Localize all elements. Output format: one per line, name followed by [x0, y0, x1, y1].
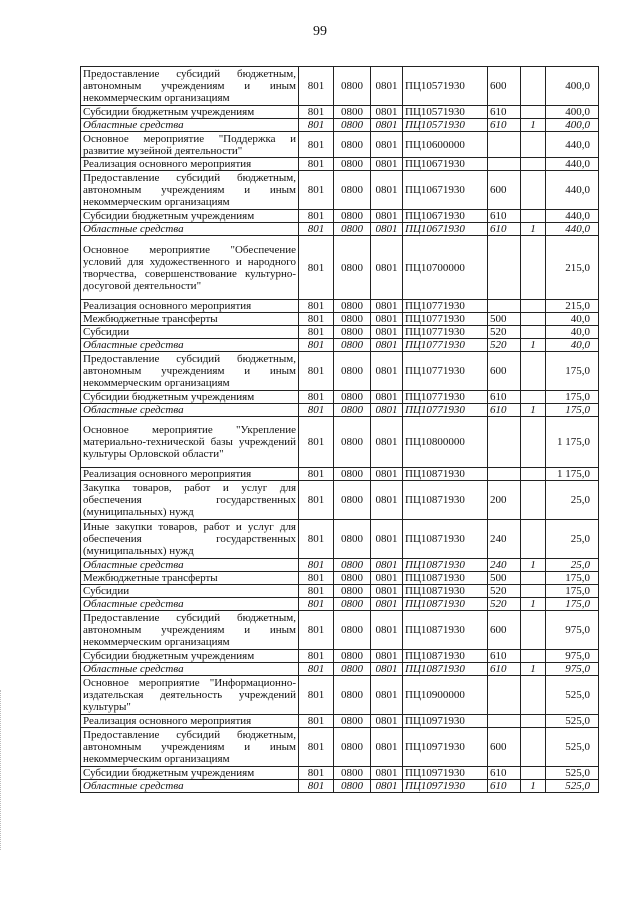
row-grbs-code: 801	[299, 559, 334, 572]
row-subsection-code: 0801	[371, 236, 403, 300]
row-expense-type: 610	[488, 767, 521, 780]
row-expense-type: 610	[488, 223, 521, 236]
row-funding-source	[521, 728, 546, 767]
row-section-code: 0800	[334, 585, 371, 598]
row-amount: 25,0	[546, 520, 599, 559]
row-name: Основное мероприятие "Поддержка и развитие музейной деятельности"	[81, 132, 299, 158]
row-amount: 40,0	[546, 326, 599, 339]
table-row	[81, 313, 599, 326]
row-name: Областные средства	[81, 339, 299, 352]
row-name: Предоставление субсидий бюджетным, автономным учреждениям и иным некоммерческим организациям	[81, 728, 299, 767]
row-subsection-code: 0801	[371, 171, 403, 210]
row-grbs-code: 801	[299, 676, 334, 715]
row-section-code: 0800	[334, 663, 371, 676]
row-amount: 525,0	[546, 715, 599, 728]
row-grbs-code: 801	[299, 158, 334, 171]
row-subsection-code: 0801	[371, 352, 403, 391]
row-funding-source	[521, 611, 546, 650]
row-grbs-code: 801	[299, 481, 334, 520]
row-section-code: 0800	[334, 210, 371, 223]
row-amount: 175,0	[546, 352, 599, 391]
table-row	[81, 158, 599, 171]
row-section-code: 0800	[334, 158, 371, 171]
row-grbs-code: 801	[299, 391, 334, 404]
row-subsection-code: 0801	[371, 598, 403, 611]
table-row	[81, 171, 599, 210]
table-row	[81, 391, 599, 404]
row-subsection-code: 0801	[371, 132, 403, 158]
row-target-article: ПЦ10671930	[403, 158, 488, 171]
row-name: Субсидии бюджетным учреждениям	[81, 106, 299, 119]
row-funding-source	[521, 468, 546, 481]
table-row	[81, 585, 599, 598]
row-target-article: ПЦ10871930	[403, 611, 488, 650]
row-name: Основное мероприятие "Укрепление материально-технической базы учреждений культуры Орловской области"	[81, 417, 299, 468]
row-funding-source: 1	[521, 119, 546, 132]
row-name: Предоставление субсидий бюджетным, автономным учреждениям и иным некоммерческим организациям	[81, 352, 299, 391]
row-funding-source	[521, 767, 546, 780]
row-funding-source	[521, 715, 546, 728]
row-target-article: ПЦ10571930	[403, 106, 488, 119]
row-expense-type: 610	[488, 663, 521, 676]
row-funding-source	[521, 650, 546, 663]
row-grbs-code: 801	[299, 119, 334, 132]
row-name: Областные средства	[81, 780, 299, 793]
row-subsection-code: 0801	[371, 780, 403, 793]
row-amount: 440,0	[546, 210, 599, 223]
row-grbs-code: 801	[299, 352, 334, 391]
row-subsection-code: 0801	[371, 715, 403, 728]
row-name: Основное мероприятие "Информационно-издательская деятельность учреждений культуры"	[81, 676, 299, 715]
row-funding-source	[521, 417, 546, 468]
row-subsection-code: 0801	[371, 481, 403, 520]
row-amount: 215,0	[546, 300, 599, 313]
row-section-code: 0800	[334, 650, 371, 663]
row-name: Субсидии бюджетным учреждениям	[81, 767, 299, 780]
row-name: Областные средства	[81, 404, 299, 417]
row-section-code: 0800	[334, 417, 371, 468]
table-row	[81, 468, 599, 481]
row-section-code: 0800	[334, 676, 371, 715]
table-row	[81, 650, 599, 663]
row-expense-type	[488, 676, 521, 715]
row-expense-type: 610	[488, 780, 521, 793]
row-subsection-code: 0801	[371, 391, 403, 404]
row-expense-type	[488, 158, 521, 171]
row-section-code: 0800	[334, 67, 371, 106]
row-expense-type: 600	[488, 67, 521, 106]
row-grbs-code: 801	[299, 572, 334, 585]
row-amount: 440,0	[546, 223, 599, 236]
row-expense-type	[488, 300, 521, 313]
row-grbs-code: 801	[299, 132, 334, 158]
row-target-article: ПЦ10971930	[403, 780, 488, 793]
row-expense-type: 520	[488, 585, 521, 598]
row-subsection-code: 0801	[371, 572, 403, 585]
table-row	[81, 572, 599, 585]
row-target-article: ПЦ10571930	[403, 119, 488, 132]
row-target-article: ПЦ10671930	[403, 223, 488, 236]
row-expense-type: 610	[488, 391, 521, 404]
table-row	[81, 106, 599, 119]
table-row	[81, 481, 599, 520]
row-section-code: 0800	[334, 481, 371, 520]
row-section-code: 0800	[334, 520, 371, 559]
row-target-article: ПЦ10571930	[403, 67, 488, 106]
row-name: Областные средства	[81, 598, 299, 611]
row-name: Предоставление субсидий бюджетным, автономным учреждениям и иным некоммерческим организациям	[81, 171, 299, 210]
row-subsection-code: 0801	[371, 67, 403, 106]
row-funding-source	[521, 585, 546, 598]
row-grbs-code: 801	[299, 767, 334, 780]
table-row	[81, 326, 599, 339]
row-subsection-code: 0801	[371, 106, 403, 119]
row-name: Областные средства	[81, 119, 299, 132]
table-row	[81, 728, 599, 767]
row-funding-source	[521, 158, 546, 171]
table-row	[81, 119, 599, 132]
row-target-article: ПЦ10771930	[403, 404, 488, 417]
row-name: Реализация основного мероприятия	[81, 300, 299, 313]
table-row	[81, 520, 599, 559]
row-expense-type: 500	[488, 572, 521, 585]
row-name: Предоставление субсидий бюджетным, автономным учреждениям и иным некоммерческим организациям	[81, 67, 299, 106]
row-funding-source	[521, 391, 546, 404]
row-name: Закупка товаров, работ и услуг для обеспечения государственных (муниципальных) нужд	[81, 481, 299, 520]
row-section-code: 0800	[334, 171, 371, 210]
row-amount: 175,0	[546, 391, 599, 404]
row-section-code: 0800	[334, 313, 371, 326]
row-target-article: ПЦ10671930	[403, 171, 488, 210]
row-expense-type: 600	[488, 611, 521, 650]
row-funding-source: 1	[521, 223, 546, 236]
table-row	[81, 352, 599, 391]
row-section-code: 0800	[334, 598, 371, 611]
row-subsection-code: 0801	[371, 676, 403, 715]
binding-margin-mark	[0, 690, 2, 850]
row-expense-type: 600	[488, 171, 521, 210]
table-row	[81, 598, 599, 611]
row-expense-type: 610	[488, 210, 521, 223]
row-section-code: 0800	[334, 352, 371, 391]
row-grbs-code: 801	[299, 663, 334, 676]
row-name: Реализация основного мероприятия	[81, 468, 299, 481]
row-grbs-code: 801	[299, 715, 334, 728]
row-name: Субсидии	[81, 326, 299, 339]
row-target-article: ПЦ10771930	[403, 326, 488, 339]
row-grbs-code: 801	[299, 611, 334, 650]
table-row	[81, 339, 599, 352]
table-row	[81, 767, 599, 780]
row-name: Областные средства	[81, 663, 299, 676]
row-amount: 400,0	[546, 67, 599, 106]
row-target-article: ПЦ10871930	[403, 559, 488, 572]
row-subsection-code: 0801	[371, 417, 403, 468]
row-expense-type: 240	[488, 520, 521, 559]
row-expense-type: 610	[488, 404, 521, 417]
row-section-code: 0800	[334, 119, 371, 132]
row-subsection-code: 0801	[371, 223, 403, 236]
row-amount: 440,0	[546, 158, 599, 171]
row-expense-type: 200	[488, 481, 521, 520]
table-row	[81, 663, 599, 676]
row-amount: 525,0	[546, 728, 599, 767]
row-section-code: 0800	[334, 106, 371, 119]
row-expense-type	[488, 468, 521, 481]
row-section-code: 0800	[334, 326, 371, 339]
row-name: Субсидии бюджетным учреждениям	[81, 391, 299, 404]
row-expense-type	[488, 715, 521, 728]
row-target-article: ПЦ10871930	[403, 520, 488, 559]
row-target-article: ПЦ10771930	[403, 352, 488, 391]
row-amount: 175,0	[546, 404, 599, 417]
row-grbs-code: 801	[299, 300, 334, 313]
row-amount: 440,0	[546, 132, 599, 158]
row-subsection-code: 0801	[371, 158, 403, 171]
row-grbs-code: 801	[299, 417, 334, 468]
row-name: Субсидии бюджетным учреждениям	[81, 650, 299, 663]
row-section-code: 0800	[334, 391, 371, 404]
row-amount: 975,0	[546, 650, 599, 663]
row-grbs-code: 801	[299, 236, 334, 300]
row-funding-source: 1	[521, 559, 546, 572]
row-section-code: 0800	[334, 611, 371, 650]
row-grbs-code: 801	[299, 468, 334, 481]
row-grbs-code: 801	[299, 171, 334, 210]
row-target-article: ПЦ10771930	[403, 391, 488, 404]
row-subsection-code: 0801	[371, 468, 403, 481]
table-row	[81, 676, 599, 715]
row-grbs-code: 801	[299, 520, 334, 559]
row-grbs-code: 801	[299, 650, 334, 663]
row-grbs-code: 801	[299, 67, 334, 106]
row-section-code: 0800	[334, 132, 371, 158]
row-funding-source	[521, 210, 546, 223]
row-target-article: ПЦ10771930	[403, 313, 488, 326]
row-name: Предоставление субсидий бюджетным, автономным учреждениям и иным некоммерческим организациям	[81, 611, 299, 650]
row-target-article: ПЦ10971930	[403, 728, 488, 767]
row-target-article: ПЦ10771930	[403, 339, 488, 352]
row-amount: 400,0	[546, 106, 599, 119]
table-row	[81, 223, 599, 236]
budget-table	[80, 66, 599, 793]
row-funding-source: 1	[521, 780, 546, 793]
table-row	[81, 67, 599, 106]
row-target-article: ПЦ10871930	[403, 585, 488, 598]
row-target-article: ПЦ10871930	[403, 572, 488, 585]
row-expense-type: 520	[488, 326, 521, 339]
row-expense-type	[488, 132, 521, 158]
row-funding-source: 1	[521, 663, 546, 676]
row-subsection-code: 0801	[371, 559, 403, 572]
row-funding-source	[521, 132, 546, 158]
row-funding-source	[521, 326, 546, 339]
row-amount: 525,0	[546, 780, 599, 793]
row-section-code: 0800	[334, 780, 371, 793]
row-name: Областные средства	[81, 223, 299, 236]
row-name: Основное мероприятие "Обеспечение условий для художественного и народного творчества, совершенствование культурно-досуговой деятельности"	[81, 236, 299, 300]
row-subsection-code: 0801	[371, 300, 403, 313]
page-number: 99	[313, 24, 327, 39]
row-funding-source	[521, 106, 546, 119]
row-amount: 975,0	[546, 611, 599, 650]
row-expense-type: 610	[488, 119, 521, 132]
row-section-code: 0800	[334, 468, 371, 481]
row-expense-type: 600	[488, 728, 521, 767]
row-section-code: 0800	[334, 223, 371, 236]
row-subsection-code: 0801	[371, 728, 403, 767]
row-amount: 40,0	[546, 313, 599, 326]
row-subsection-code: 0801	[371, 313, 403, 326]
table-row	[81, 236, 599, 300]
budget-table-body	[81, 67, 599, 793]
row-expense-type	[488, 417, 521, 468]
row-amount: 175,0	[546, 585, 599, 598]
row-subsection-code: 0801	[371, 767, 403, 780]
row-name: Реализация основного мероприятия	[81, 158, 299, 171]
row-subsection-code: 0801	[371, 611, 403, 650]
row-name: Иные закупки товаров, работ и услуг для обеспечения государственных (муниципальных) нужд	[81, 520, 299, 559]
row-subsection-code: 0801	[371, 326, 403, 339]
row-grbs-code: 801	[299, 404, 334, 417]
row-grbs-code: 801	[299, 313, 334, 326]
row-grbs-code: 801	[299, 780, 334, 793]
row-section-code: 0800	[334, 559, 371, 572]
row-funding-source	[521, 171, 546, 210]
row-amount: 175,0	[546, 598, 599, 611]
row-subsection-code: 0801	[371, 585, 403, 598]
row-funding-source: 1	[521, 339, 546, 352]
table-row	[81, 300, 599, 313]
row-funding-source	[521, 676, 546, 715]
table-row	[81, 132, 599, 158]
row-amount: 975,0	[546, 663, 599, 676]
row-name: Реализация основного мероприятия	[81, 715, 299, 728]
row-name: Субсидии бюджетным учреждениям	[81, 210, 299, 223]
table-row	[81, 210, 599, 223]
row-section-code: 0800	[334, 728, 371, 767]
row-amount: 175,0	[546, 572, 599, 585]
row-amount: 1 175,0	[546, 417, 599, 468]
row-funding-source: 1	[521, 404, 546, 417]
row-section-code: 0800	[334, 572, 371, 585]
row-subsection-code: 0801	[371, 339, 403, 352]
row-section-code: 0800	[334, 404, 371, 417]
table-row	[81, 611, 599, 650]
row-subsection-code: 0801	[371, 650, 403, 663]
table-row	[81, 780, 599, 793]
row-funding-source	[521, 300, 546, 313]
row-funding-source	[521, 481, 546, 520]
row-amount: 525,0	[546, 767, 599, 780]
row-grbs-code: 801	[299, 210, 334, 223]
row-amount: 25,0	[546, 481, 599, 520]
row-expense-type: 610	[488, 106, 521, 119]
table-row	[81, 715, 599, 728]
row-grbs-code: 801	[299, 223, 334, 236]
row-amount: 215,0	[546, 236, 599, 300]
row-target-article: ПЦ10871930	[403, 468, 488, 481]
row-expense-type	[488, 236, 521, 300]
row-grbs-code: 801	[299, 326, 334, 339]
row-target-article: ПЦ10871930	[403, 650, 488, 663]
row-amount: 400,0	[546, 119, 599, 132]
row-name: Областные средства	[81, 559, 299, 572]
row-name: Субсидии	[81, 585, 299, 598]
row-target-article: ПЦ10700000	[403, 236, 488, 300]
row-amount: 525,0	[546, 676, 599, 715]
row-expense-type: 500	[488, 313, 521, 326]
row-subsection-code: 0801	[371, 663, 403, 676]
row-expense-type: 600	[488, 352, 521, 391]
row-target-article: ПЦ10771930	[403, 300, 488, 313]
row-target-article: ПЦ10900000	[403, 676, 488, 715]
row-expense-type: 520	[488, 339, 521, 352]
row-expense-type: 610	[488, 650, 521, 663]
row-funding-source	[521, 67, 546, 106]
table-row	[81, 417, 599, 468]
row-target-article: ПЦ10600000	[403, 132, 488, 158]
row-name: Межбюджетные трансферты	[81, 572, 299, 585]
row-subsection-code: 0801	[371, 520, 403, 559]
row-amount: 25,0	[546, 559, 599, 572]
row-funding-source	[521, 236, 546, 300]
row-grbs-code: 801	[299, 585, 334, 598]
row-grbs-code: 801	[299, 339, 334, 352]
row-funding-source	[521, 520, 546, 559]
row-amount: 1 175,0	[546, 468, 599, 481]
row-target-article: ПЦ10671930	[403, 210, 488, 223]
row-target-article: ПЦ10871930	[403, 598, 488, 611]
row-funding-source: 1	[521, 598, 546, 611]
row-expense-type: 520	[488, 598, 521, 611]
row-funding-source	[521, 313, 546, 326]
table-row	[81, 559, 599, 572]
row-amount: 40,0	[546, 339, 599, 352]
row-funding-source	[521, 352, 546, 391]
row-section-code: 0800	[334, 715, 371, 728]
row-subsection-code: 0801	[371, 119, 403, 132]
row-section-code: 0800	[334, 300, 371, 313]
row-target-article: ПЦ10800000	[403, 417, 488, 468]
row-section-code: 0800	[334, 236, 371, 300]
row-section-code: 0800	[334, 767, 371, 780]
row-target-article: ПЦ10871930	[403, 481, 488, 520]
row-target-article: ПЦ10871930	[403, 663, 488, 676]
row-grbs-code: 801	[299, 598, 334, 611]
row-subsection-code: 0801	[371, 404, 403, 417]
row-subsection-code: 0801	[371, 210, 403, 223]
row-name: Межбюджетные трансферты	[81, 313, 299, 326]
row-amount: 440,0	[546, 171, 599, 210]
row-target-article: ПЦ10971930	[403, 767, 488, 780]
row-grbs-code: 801	[299, 106, 334, 119]
table-row	[81, 404, 599, 417]
row-section-code: 0800	[334, 339, 371, 352]
row-target-article: ПЦ10971930	[403, 715, 488, 728]
row-grbs-code: 801	[299, 728, 334, 767]
row-expense-type: 240	[488, 559, 521, 572]
row-funding-source	[521, 572, 546, 585]
